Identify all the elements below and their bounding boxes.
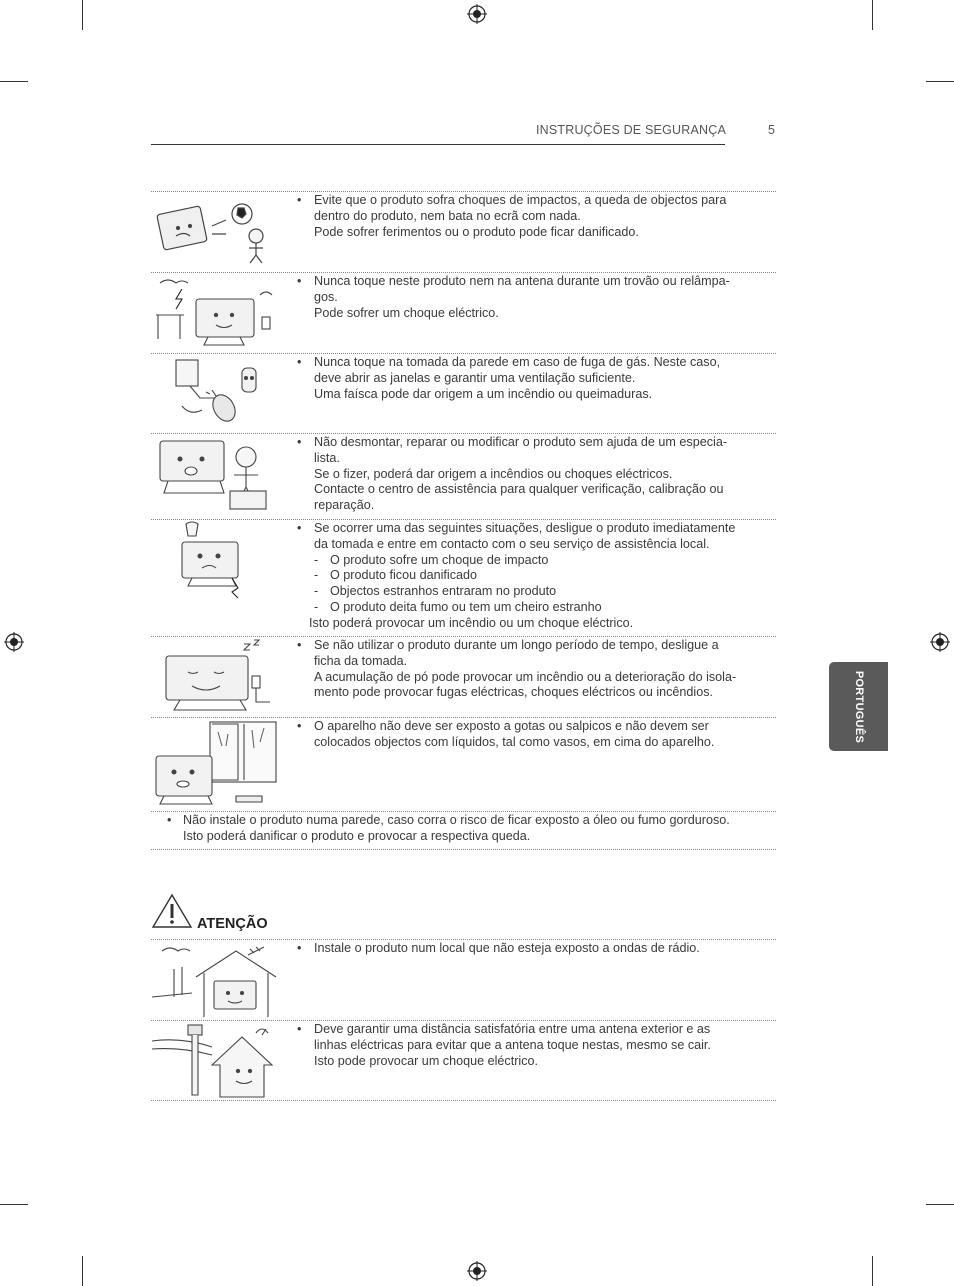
safety-item xyxy=(297,193,767,240)
language-tab-label: PORTUGUÊS xyxy=(852,670,865,743)
registration-mark-icon xyxy=(930,632,950,652)
safety-item-text: • Nunca toque na tomada da parede em caso de fuga de gás. Neste caso, xyxy=(297,355,767,371)
safety-item-text: linhas eléctricas para evitar que a antena toque nestas, mesmo se cair. xyxy=(314,1037,711,1052)
row-divider xyxy=(151,433,776,434)
crop-mark xyxy=(872,1256,873,1286)
safety-item-text: mento pode provocar fugas eléctricas, choques eléctricos ou incêndios. xyxy=(314,685,714,700)
row-divider xyxy=(151,1100,776,1101)
crop-mark xyxy=(82,0,83,30)
radio-wave-house-illustration-icon xyxy=(152,941,280,1019)
safety-item-text: Contacte o centro de assistência para qualquer verificação, calibração ou xyxy=(314,482,724,497)
safety-item-text: deve abrir as janelas e garantir uma ventilação suficiente. xyxy=(314,370,636,385)
row-divider xyxy=(151,353,776,354)
safety-item xyxy=(297,941,767,957)
row-divider xyxy=(151,191,776,192)
header-rule xyxy=(151,144,725,145)
note-text: • Não instale o produto numa parede, caso corra o risco de ficar exposto a óleo ou fumo gorduroso. xyxy=(167,813,767,829)
safety-item-text: dentro do produto, nem bata no ecrã com nada. xyxy=(314,208,581,223)
safety-item xyxy=(297,719,767,751)
safety-item-text: • Se não utilizar o produto durante um longo período de tempo, desligue a xyxy=(297,638,767,654)
situation-list-item: - O produto ficou danificado xyxy=(297,568,767,584)
safety-item-text: Se o fizer, poderá dar origem a incêndios ou choques eléctricos. xyxy=(314,466,673,481)
situation-list-item: - O produto sofre um choque de impacto xyxy=(297,553,767,569)
caution-title: ATENÇÃO xyxy=(197,916,268,932)
row-divider xyxy=(151,939,776,940)
damaged-tv-illustration-icon xyxy=(152,520,280,600)
section-title: INSTRUÇÕES DE SEGURANÇA xyxy=(535,123,726,137)
safety-item-text: lista. xyxy=(314,450,340,465)
safety-item-text: Pode sofrer um choque eléctrico. xyxy=(314,305,499,320)
row-divider xyxy=(151,811,776,812)
safety-item-text: • Deve garantir uma distância satisfatória entre uma antena exterior e as xyxy=(297,1022,767,1038)
page-number: 5 xyxy=(768,123,775,137)
registration-mark-icon xyxy=(4,632,24,652)
gas-leak-illustration-icon xyxy=(152,356,280,430)
safety-item-text: • Se ocorrer uma das seguintes situações, desligue o produto imediatamente xyxy=(297,521,767,537)
safety-item-text: gos. xyxy=(314,289,338,304)
crop-mark xyxy=(0,81,28,82)
safety-item xyxy=(297,638,767,701)
warning-triangle-icon xyxy=(151,893,193,929)
safety-item-text: • O aparelho não deve ser exposto a gotas ou salpicos e não devem ser xyxy=(297,719,767,735)
crop-mark xyxy=(926,1204,954,1205)
safety-item xyxy=(297,521,767,632)
safety-item-text: ficha da tomada. xyxy=(314,653,408,668)
safety-item-text: Isto pode provocar um choque eléctrico. xyxy=(314,1053,539,1068)
situation-list-item: - O produto deita fumo ou tem um cheiro estranho xyxy=(297,600,767,616)
safety-item-text: Pode sofrer ferimentos ou o produto pode ficar danificado. xyxy=(314,224,639,239)
safety-item-text: da tomada e entre em contacto com o seu serviço de assistência local. xyxy=(314,536,710,551)
safety-item-text: A acumulação de pó pode provocar um incêndio ou a deterioração do isola- xyxy=(314,669,737,684)
row-divider xyxy=(151,849,776,850)
situation-list-item: - Objectos estranhos entraram no produto xyxy=(297,584,767,600)
safety-item-text: reparação. xyxy=(314,498,375,513)
safety-item-text: Isto poderá provocar um incêndio ou um choque eléctrico. xyxy=(309,615,634,630)
wall-installation-note xyxy=(167,813,767,845)
crop-mark xyxy=(82,1256,83,1286)
note-text: Isto poderá danificar o produto e provocar a respectiva queda. xyxy=(183,828,531,843)
lightning-illustration-icon xyxy=(152,275,280,349)
safety-item-text: • Não desmontar, reparar ou modificar o produto sem ajuda de um especia- xyxy=(297,435,767,451)
antenna-power-line-illustration-icon xyxy=(152,1021,280,1099)
safety-item xyxy=(297,355,767,402)
repair-illustration-icon xyxy=(152,435,280,515)
crop-mark xyxy=(0,1204,28,1205)
safety-item-text: Uma faísca pode dar origem a um incêndio ou queimaduras. xyxy=(314,386,653,401)
row-divider xyxy=(151,636,776,637)
row-divider xyxy=(151,272,776,273)
crop-mark xyxy=(926,81,954,82)
registration-mark-icon xyxy=(467,1261,487,1281)
safety-item-text: colocados objectos com líquidos, tal como vasos, em cima do aparelho. xyxy=(314,734,715,749)
registration-mark-icon xyxy=(467,4,487,24)
safety-item-text: • Nunca toque neste produto nem na antena durante um trovão ou relâmpa- xyxy=(297,274,767,290)
safety-item xyxy=(297,1022,767,1069)
safety-item xyxy=(297,274,767,321)
safety-item-text: • Evite que o produto sofra choques de impactos, a queda de objectos para xyxy=(297,193,767,209)
safety-item-text: • Instale o produto num local que não esteja exposto a ondas de rádio. xyxy=(297,941,767,957)
language-tab xyxy=(829,662,888,751)
water-splash-illustration-icon xyxy=(152,718,280,810)
impact-illustration-icon xyxy=(152,196,280,266)
crop-mark xyxy=(872,0,873,30)
safety-item xyxy=(297,435,767,514)
sleeping-tv-illustration-icon xyxy=(152,638,280,714)
